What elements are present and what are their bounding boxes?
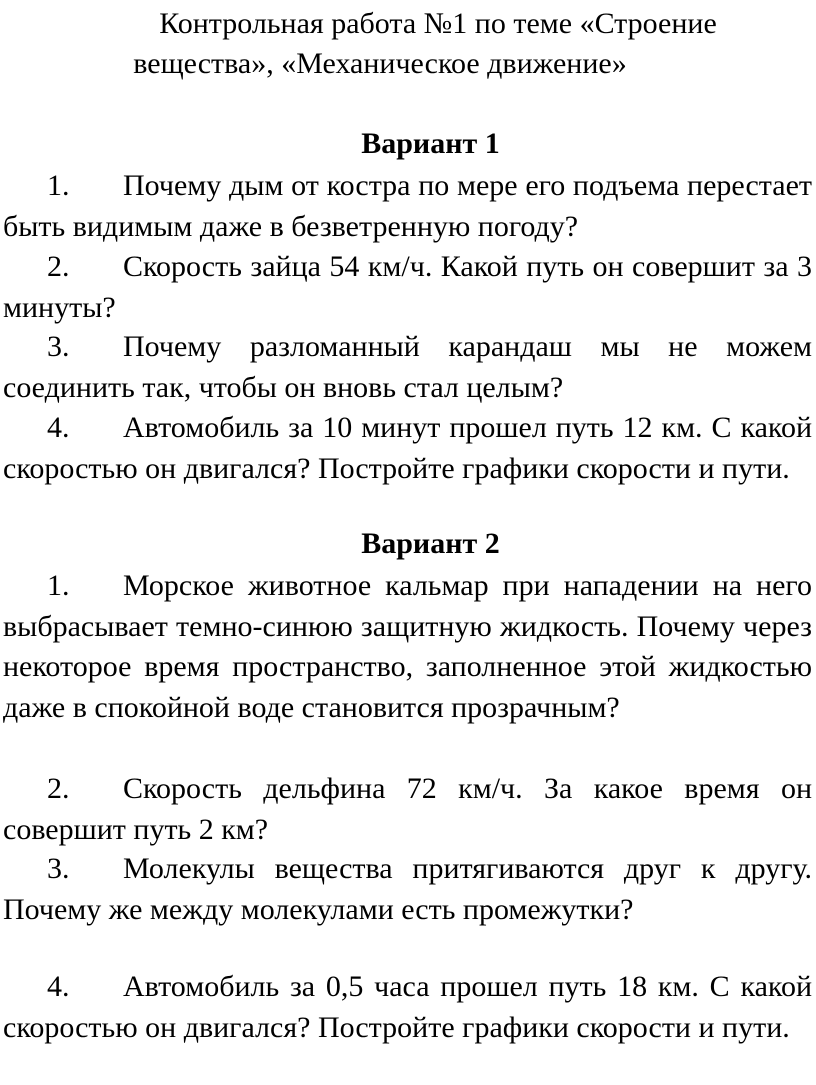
question-number: 3. (47, 330, 70, 363)
question-number: 4. (47, 970, 70, 1003)
question-number: 4. (47, 411, 70, 444)
question-number: 2. (47, 250, 70, 283)
variant-1-heading: Вариант 1 (361, 127, 500, 160)
document-title-line-1: Контрольная работа №1 по теме «Строение (159, 7, 717, 40)
question-text: Почему разломанный карандаш мы не можем соединить так, чтобы он вновь стал целым? (3, 330, 812, 404)
variant-1-question-3 (3, 327, 812, 408)
question-text: Морское животное кальмар при нападении на него выбрасывает темно-синюю защитную жидкость. Почему через некоторое время пространство, заполненное этой жидкостью даже в спокойной воде становится прозрачным? (3, 569, 812, 724)
variant-2-question-3 (3, 849, 812, 930)
variant-2-question-1 (3, 566, 812, 728)
question-text: Почему дым от костра по мере его подъема перестает быть видимым даже в безветренную погоду? (3, 169, 812, 243)
question-number: 2. (47, 772, 70, 805)
question-text: Автомобиль за 0,5 часа прошел путь 18 км. С какой скоростью он двигался? Постройте графики скорости и пути. (3, 970, 812, 1044)
variant-2-question-4 (3, 967, 812, 1048)
variant-1-question-1 (3, 166, 812, 247)
variant-1-question-2 (3, 247, 812, 328)
question-text: Скорость зайца 54 км/ч. Какой путь он совершит за 3 минуты? (3, 250, 812, 324)
question-text: Скорость дельфина 72 км/ч. За какое время он совершит путь 2 км? (3, 772, 812, 846)
variant-2-heading: Вариант 2 (361, 527, 500, 560)
question-number: 3. (47, 852, 70, 885)
question-number: 1. (47, 569, 70, 602)
question-text: Молекулы вещества притягиваются друг к другу. Почему же между молекулами есть промежутки? (3, 852, 812, 926)
document-title-line-2: вещества», «Механическое движение» (133, 47, 627, 80)
variant-1-question-4 (3, 408, 812, 489)
question-text: Автомобиль за 10 минут прошел путь 12 км. С какой скоростью он двигался? Постройте графики скорости и пути. (3, 411, 812, 485)
question-number: 1. (47, 169, 70, 202)
variant-2-question-2 (3, 769, 812, 850)
